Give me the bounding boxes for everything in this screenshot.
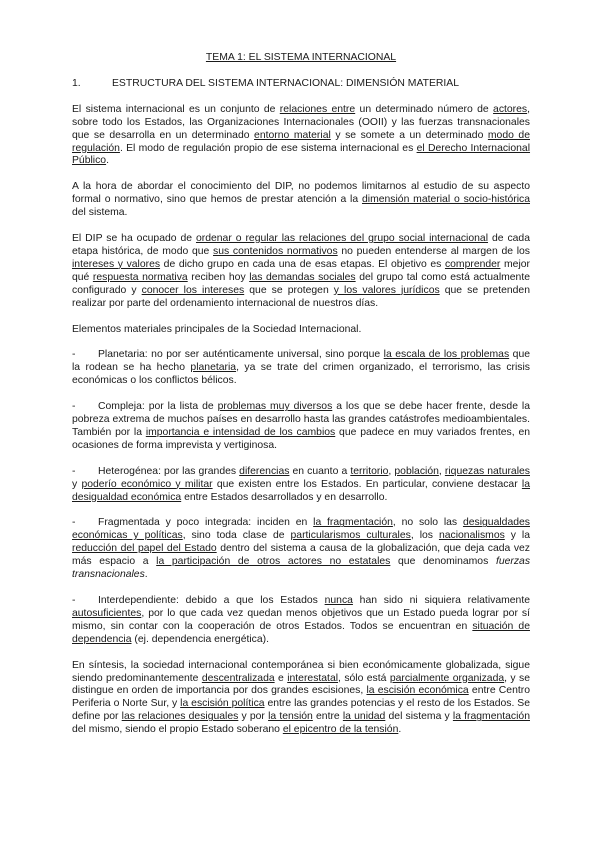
list-dash: - — [72, 401, 76, 413]
underlined-term: problemas muy diversos — [217, 401, 333, 413]
text-run: , por lo que cada vez quedan menos objetivos que un Estado pueda lograr por sí mismo, sin contar con la cooperación de otros Estados. Todos se encuentran en — [72, 607, 530, 632]
underlined-term: la escisión económica — [366, 685, 469, 697]
list-item — [72, 595, 530, 647]
text-run: dentro del sistema a causa de la globalización, que deja cada vez más espacio a — [72, 543, 530, 568]
text-run: Interdependiente: debido a que los Estados — [98, 595, 325, 606]
underlined-term: la fragmentación — [313, 517, 393, 529]
list-dash: - — [72, 595, 76, 606]
text-run: Fragmentada y poco integrada: inciden en — [98, 517, 314, 529]
underlined-term: desigualdades económicas y políticas — [72, 517, 530, 542]
text-run: , y se distingue en orden de importancia por dos grandes escisiones, — [72, 672, 530, 697]
text-run: entre las grandes potencias y el resto de los Estados. Se define por — [72, 698, 530, 723]
underlined-term: planetaria — [190, 362, 237, 374]
italic-term: fuerzas transnacionales — [72, 556, 531, 581]
text-run: en cuanto a — [289, 465, 351, 477]
underlined-term: y los valores jurídicos — [333, 284, 440, 296]
text-run: que denominamos — [390, 556, 496, 568]
list-item — [72, 517, 530, 582]
text-run: del grupo tal como está actualmente configurado y — [72, 271, 531, 296]
list-item — [72, 349, 530, 388]
underlined-term: el epicentro de la tensión — [282, 724, 399, 736]
text-run: . — [144, 569, 148, 581]
underlined-term: descentralizada — [201, 672, 275, 684]
text-run: del sistema y — [385, 711, 453, 723]
text-run: entre Centro Periferia o Norte Sur, y — [72, 685, 530, 710]
underlined-term: la desigualdad económica — [72, 478, 530, 503]
text-run: , ya se trate del crimen organizado, el terrorismo, las crisis económicas o los conflictos bélicos. — [72, 362, 530, 387]
text-run: y la — [504, 530, 531, 542]
text-run: En síntesis, la sociedad internacional contemporánea si bien económicamente globalizada, sigue siendo predominantemente — [72, 659, 530, 684]
text-run: mejor qué — [72, 258, 530, 283]
list-dash: - — [72, 517, 76, 529]
text-run: de dicho grupo en cada una de esas etapas. El objetivo es — [160, 258, 445, 270]
text-run: del sistema. — [72, 207, 128, 219]
text-run: , no solo las — [392, 517, 463, 529]
underlined-term: modo de regulación — [72, 129, 530, 154]
text-run: que se pretenden realizar por parte del ordenamiento internacional de nuestros días. — [72, 284, 530, 309]
underlined-term: la participación de otros actores no estatales — [156, 556, 391, 568]
section-number: 1. — [72, 77, 81, 89]
text-run: Compleja: por la lista de — [98, 401, 218, 413]
text-run: El DIP se ha ocupado de — [72, 233, 196, 245]
text-run: A la hora de abordar el conocimiento del DIP, no podemos limitarnos al estudio de su aspecto formal o normativo, sino que hemos de prestar atención a la — [72, 181, 530, 206]
text-run: (ej. dependencia energética). — [131, 633, 269, 645]
underlined-term: comprender — [444, 258, 501, 270]
underlined-term: la unidad — [342, 711, 386, 723]
text-run: El sistema internacional es un conjunto de — [72, 103, 280, 115]
underlined-term: conocer los intereses — [141, 284, 245, 296]
underlined-term: riquezas naturales — [444, 465, 530, 477]
text-run: que existen entre los Estados. En particular, conviene destacar — [212, 478, 522, 490]
text-run: , — [388, 465, 395, 477]
text-run: que la rodean se ha hecho — [72, 349, 530, 374]
text-run: , sólo está — [338, 672, 390, 684]
paragraph-elements-intro — [72, 324, 530, 337]
text-run: y se somete a un determinado — [330, 129, 488, 141]
text-run: del mismo, siendo el propio Estado soberano — [72, 724, 283, 736]
text-run: entre — [312, 711, 343, 723]
text-run: que padece en muy variados frentes, en ocasiones de forma imprevista y vertiginosa. — [72, 426, 531, 451]
underlined-term: poderío económico y militar — [81, 478, 213, 490]
underlined-term: población — [394, 465, 439, 477]
text-run: y por — [238, 711, 269, 723]
underlined-term: dimensión material o socio-histórica — [361, 194, 530, 206]
text-run: , sobre todo los Estados, las Organizaciones Internacionales (OOII) y las fuerzas transnacionales que se desarrolla en un determinado — [72, 103, 531, 141]
text-run: de cada etapa histórica, de modo que — [72, 233, 530, 257]
text-run: no pueden entenderse al margen de los — [337, 245, 530, 257]
underlined-term: entorno material — [254, 129, 331, 141]
underlined-term: actores — [493, 103, 528, 115]
text-run: Heterogénea: por las grandes — [98, 465, 240, 477]
underlined-term: la escisión política — [180, 698, 265, 710]
text-run: Elementos materiales principales de la Sociedad Internacional. — [72, 323, 362, 335]
underlined-term: nunca — [324, 595, 353, 606]
paragraph-synthesis — [72, 660, 530, 737]
text-run: e — [274, 672, 288, 684]
text-run: un determinado número de — [355, 103, 494, 115]
underlined-term: parcialmente organizada — [389, 672, 505, 684]
list-item — [72, 401, 530, 453]
underlined-term: la tensión — [268, 711, 313, 723]
document-title: TEMA 1: EL SISTEMA INTERNACIONAL — [205, 52, 397, 63]
text-run: . — [106, 155, 109, 167]
underlined-term: la fragmentación — [452, 711, 530, 723]
text-run: , — [438, 465, 445, 477]
paragraph-dip-objective — [72, 233, 530, 310]
underlined-term: ordenar o regular las relaciones del grupo social internacional — [195, 233, 489, 245]
text-run: Planetaria: no por ser auténticamente universal, sino porque — [98, 349, 384, 361]
underlined-term: el Derecho Internacional Público — [72, 142, 531, 167]
paragraph-dimension-material — [72, 181, 530, 220]
underlined-term: reducción del papel del Estado — [72, 543, 217, 555]
text-run: , sino toda clase de — [182, 530, 291, 542]
text-run: a los que se debe hacer frente, desde la pobreza extrema de muchos países en desarrollo hasta las grandes catástrofes medioambientales. También por la — [72, 401, 530, 438]
list-item — [72, 466, 530, 505]
section-heading-text: ESTRUCTURA DEL SISTEMA INTERNACIONAL: DIMENSIÓN MATERIAL — [112, 77, 459, 89]
underlined-term: la escala de los problemas — [383, 349, 510, 361]
text-run: que se protegen — [244, 284, 334, 296]
underlined-term: intereses y valores — [72, 258, 161, 270]
underlined-term: autosuficientes — [72, 607, 142, 619]
underlined-term: las relaciones desiguales — [121, 711, 239, 723]
list-dash: - — [72, 349, 76, 361]
text-run: y — [72, 478, 82, 490]
underlined-term: nacionalismos — [438, 530, 505, 542]
text-run: entre Estados desarrollados y en desarrollo. — [181, 491, 388, 503]
text-run: . El modo de regulación propio de ese sistema internacional es — [119, 142, 417, 154]
elements-list — [72, 349, 530, 646]
text-run: , los — [410, 530, 439, 542]
underlined-term: importancia e intensidad de los cambios — [145, 426, 336, 438]
underlined-term: relaciones entre — [279, 103, 356, 115]
section-heading — [72, 78, 530, 91]
underlined-term: territorio — [350, 465, 389, 477]
underlined-term: sus contenidos normativos — [213, 245, 338, 257]
list-dash: - — [72, 465, 76, 477]
document-page — [72, 52, 530, 750]
text-run: . — [398, 724, 402, 736]
underlined-term: particularismos culturales — [290, 530, 411, 542]
underlined-term: las demandas sociales — [249, 271, 356, 283]
paragraph-definition — [72, 104, 530, 169]
underlined-term: diferencias — [239, 465, 290, 477]
text-run: han sido ni siquiera relativamente — [352, 595, 530, 606]
underlined-term: situación de dependencia — [72, 620, 530, 645]
underlined-term: interestatal — [287, 672, 339, 684]
text-run: reciben hoy — [187, 271, 250, 283]
underlined-term: respuesta normativa — [92, 271, 188, 283]
